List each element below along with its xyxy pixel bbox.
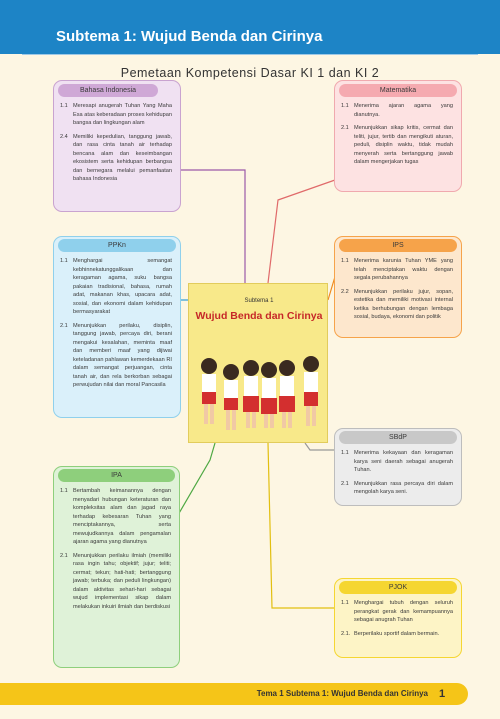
list-item: 1.1 Menghargai semangat kebhinnekatunggalikaan dan keragaman agama, suku bangsa pakaian tradisional, bahasa, rumah adat, makanan khas, upacara adat, sosial, dan ekonomi dalam kehidupan bermasyarakat	[60, 258, 172, 315]
line-matematika	[268, 180, 335, 283]
list-item: 1.1 Meresapi anugerah Tuhan Yang Maha Esa atas keberadaan proses kehidupan bangsa dan lingkungan alam	[60, 103, 172, 126]
box-sbdp	[334, 428, 462, 506]
box-pjok-title: PJOK	[339, 581, 457, 594]
list-item: 1.1 Menerima kekayaan dan keragaman karya seni daerah sebagai anugerah Tuhan.	[341, 450, 453, 473]
list-item: 1.1 Menerima ajaran agama yang dianutnya.	[341, 103, 453, 118]
list-item: 2.4 Memiliki kepedulian, tanggung jawab, dan rasa cinta tanah air terhadap bencana alam dan keseimbangan ekosistem serta kehidupan berbangsa dan bernegara melalui pemanfaatan bahasa Indonesia	[60, 133, 172, 182]
page-title: Subtema 1: Wujud Benda dan Cirinya	[56, 28, 323, 45]
line-sbdp	[305, 443, 335, 450]
box-ipa-title: IPA	[58, 469, 175, 482]
child-figure	[243, 360, 259, 428]
child-figure	[223, 364, 239, 430]
box-ppkn	[53, 236, 181, 418]
box-ips-title: IPS	[339, 239, 457, 252]
list-item: 2.1 Menunjukkan rasa percaya diri dalam mengolah karya seni.	[341, 480, 453, 495]
list-item: 2.1. Berperilaku sportif dalam bermain.	[341, 630, 440, 637]
center-subtitle: Subtema 1	[244, 298, 274, 304]
box-sbdp-title: SBdP	[339, 431, 457, 444]
line-bahasa	[180, 170, 245, 283]
box-ipa	[53, 466, 180, 668]
child-figure	[261, 362, 277, 428]
page-number: 1	[438, 688, 446, 700]
list-item: 2.1 Menunjukkan perilaku ilmiah (memiliki rasa ingin tahu; objektif; jujur; teliti; cermat; tekun; hati-hati; bertanggung jawab; terbuka; dan peduli lingkungan) dalam aktivitas sehari-hari sebagai wujud implementasi sikap dalam melakukan inkuiri ilmiah dan berdiskusi	[60, 552, 171, 610]
box-bahasa-indonesia	[53, 80, 181, 212]
line-ipa	[178, 443, 215, 515]
box-pjok	[334, 578, 462, 658]
box-ips	[334, 236, 462, 338]
box-ppkn-title: PPKn	[58, 239, 176, 252]
list-item: 2.2 Menunjukkan perilaku jujur, sopan, estetika dan memiliki motivasi internal ketika berhubungan dengan lembaga sosial, budaya, ekonomi dan politik	[341, 288, 453, 320]
list-item: 1.1 Menerima karunia Tuhan YME yang telah menciptakan waktu dengan segala perubahannya	[341, 258, 453, 281]
child-figure	[279, 360, 295, 428]
list-item: 2.1 Menunjukkan perilaku, disiplin, tanggung jawab, percaya diri, berani mengakui kesalahan, meminta maaf dan memberi maaf yang dijiwai keteladanan pahlawan kemerdekaan RI dalam semangat perjuangan, cinta tanah air, dan rela berkorban sebagai perwujudan nilai dan moral Pancasila	[60, 322, 172, 388]
list-item: 1.1 Bertambah keimanannya dengan menyadari hubungan keteraturan dan kompleksitas alam dan jagad raya terhadap kebesaran Tuhan yang menciptakannya, serta mewujudkannya dalam pengamalan ajaran agama yang dianutnya	[60, 488, 171, 545]
line-pjok	[268, 443, 335, 608]
footer-bar	[0, 683, 468, 705]
box-matematika-title: Matematika	[339, 84, 457, 97]
center-card	[188, 283, 328, 443]
center-title: Wujud Benda dan Cirinya	[195, 310, 323, 322]
child-figure	[303, 356, 319, 426]
children-illustration	[189, 284, 329, 444]
list-item: 2.1 Menunjukkan sikap kritis, cermat dan teliti, jujur, tertib dan mengikuti aturan, peduli, disiplin waktu, tidak mudah menyerah serta bertanggung jawab dalam mengerjakan tugas	[341, 125, 453, 165]
box-matematika	[334, 80, 462, 192]
child-figure	[201, 358, 217, 424]
list-item: 1.1 Menghargai tubuh dengan seluruh perangkat gerak dan kemampuannya sebagai anugrah Tuhan	[341, 600, 453, 623]
box-bahasa-title: Bahasa Indonesia	[58, 84, 158, 97]
footer-text: Tema 1 Subtema 1: Wujud Benda dan Cirinya	[256, 689, 428, 698]
map-title: Pemetaan Kompetensi Dasar KI 1 dan KI 2	[120, 66, 380, 80]
